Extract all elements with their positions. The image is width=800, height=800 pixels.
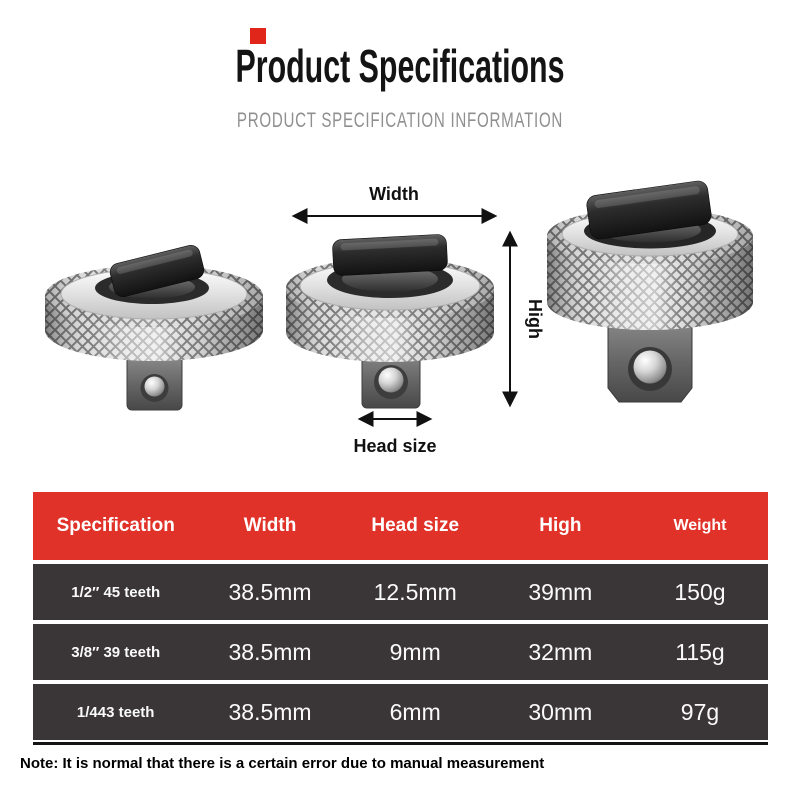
detent-ball-icon xyxy=(634,351,667,384)
column-header-weight: Weight xyxy=(673,517,727,534)
table-row xyxy=(33,624,768,680)
square-drive xyxy=(608,318,692,402)
table-row xyxy=(33,564,768,620)
column-header-width: Width xyxy=(243,515,297,536)
cell-head-size: 9mm xyxy=(389,638,441,665)
cell-weight: 97g xyxy=(680,698,720,725)
column-header-specification: Specification xyxy=(56,515,175,536)
table-bottom-line xyxy=(33,742,768,745)
width-label: Width xyxy=(369,184,419,204)
column-header-high: High xyxy=(539,515,582,536)
high-label: High xyxy=(525,299,545,339)
square-drive xyxy=(127,356,182,410)
specification-table xyxy=(33,492,768,745)
head-size-label: Head size xyxy=(353,436,437,456)
cell-specification: 1/2″ 45 teeth xyxy=(71,583,161,601)
detent-ball-icon xyxy=(145,377,165,397)
ratchet-head-large xyxy=(547,180,753,402)
cell-head-size: 12.5mm xyxy=(373,578,457,605)
cell-high: 30mm xyxy=(528,698,593,725)
cell-width: 38.5mm xyxy=(228,578,312,605)
ratchet-head-small xyxy=(45,243,263,410)
cell-high: 32mm xyxy=(528,638,593,665)
column-header-head-size: Head size xyxy=(371,515,460,536)
cell-weight: 115g xyxy=(675,638,725,665)
ratchet-head-medium xyxy=(286,234,494,408)
page-title: Product Specifications xyxy=(235,40,565,92)
cell-head-size: 6mm xyxy=(389,698,441,725)
measurement-note: Note: It is normal that there is a certain error due to manual measurement xyxy=(20,755,545,772)
page-subtitle: PRODUCT SPECIFICATION INFORMATION xyxy=(236,109,564,132)
table-row xyxy=(33,684,768,740)
direction-lever xyxy=(332,234,448,276)
cell-width: 38.5mm xyxy=(228,698,312,725)
cell-specification: 1/443 teeth xyxy=(76,703,155,721)
product-diagram xyxy=(0,150,800,480)
cell-weight: 150g xyxy=(674,578,726,605)
cell-width: 38.5mm xyxy=(228,638,312,665)
cell-high: 39mm xyxy=(528,578,593,605)
cell-specification: 3/8″ 39 teeth xyxy=(71,643,161,661)
detent-ball-icon xyxy=(379,368,404,393)
table-header-row xyxy=(33,492,768,560)
